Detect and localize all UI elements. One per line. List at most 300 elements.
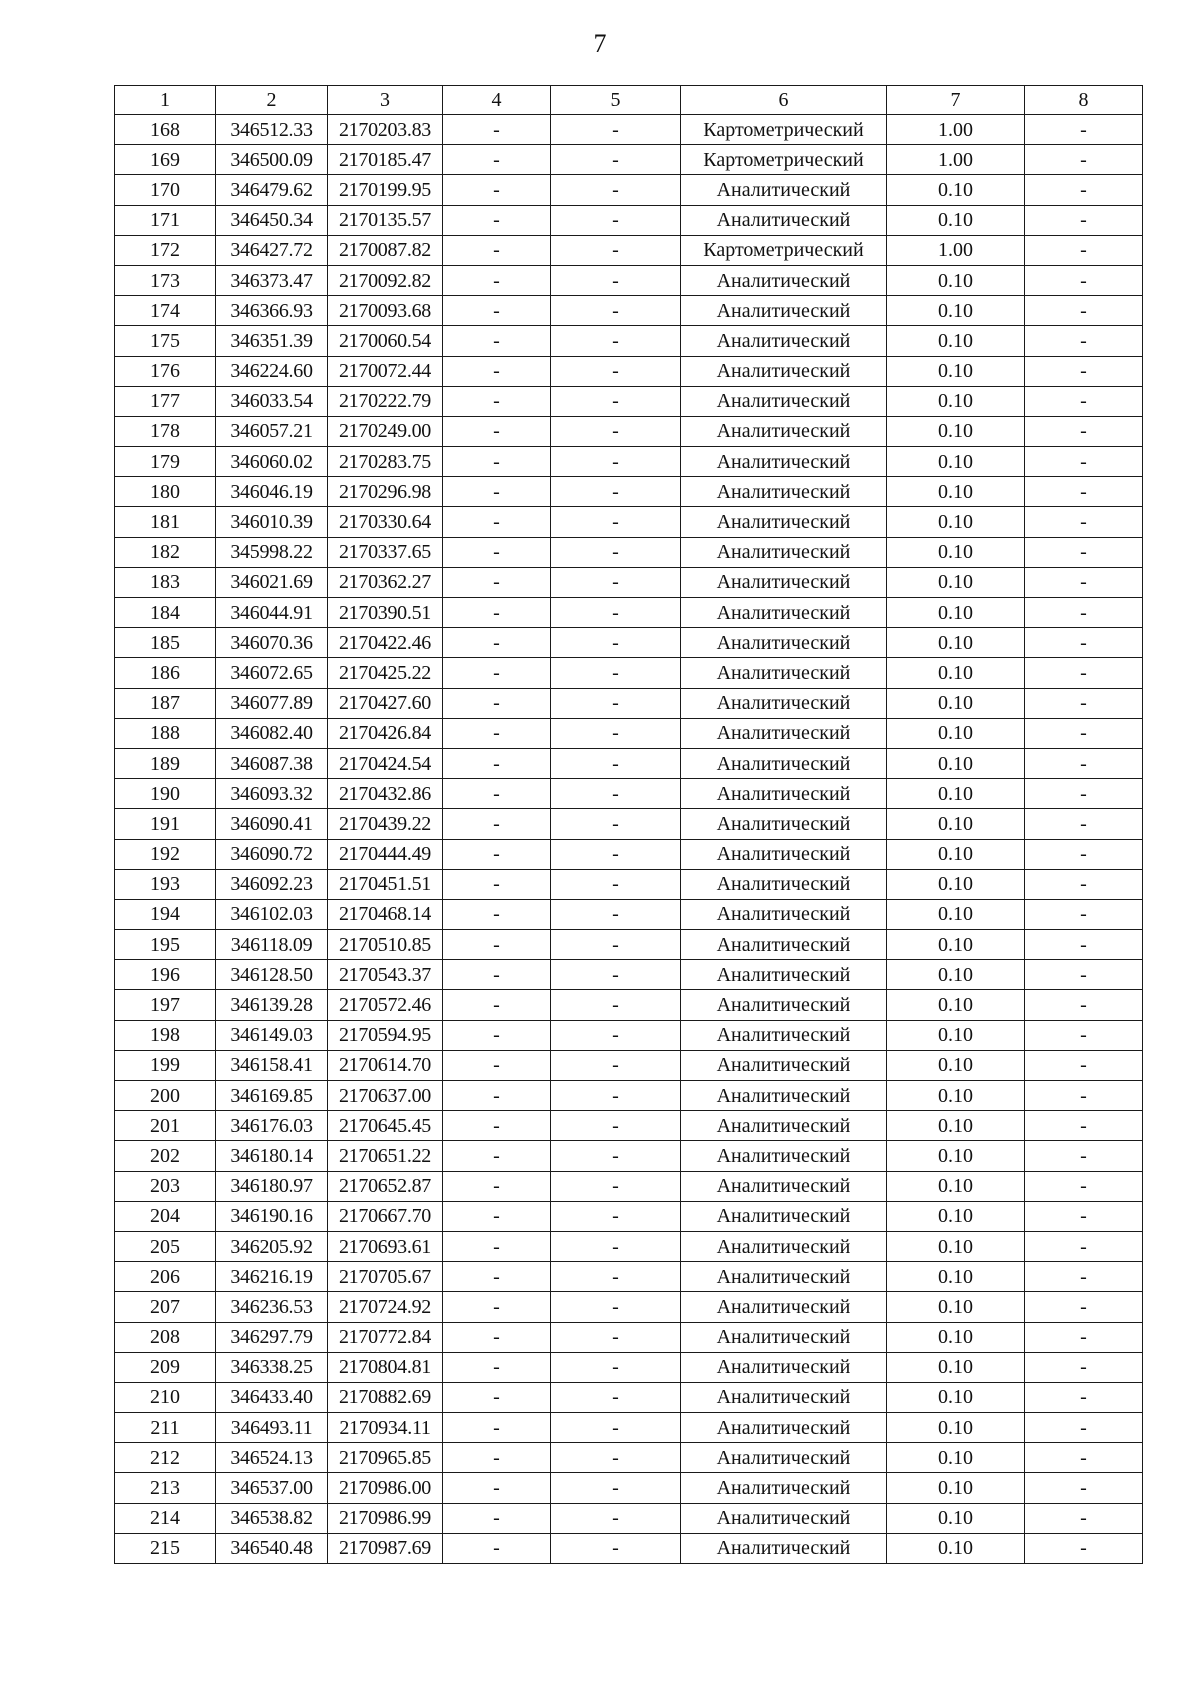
column-4-cell: - xyxy=(443,1262,551,1292)
accuracy-cell: 0.10 xyxy=(887,1292,1025,1322)
method-cell: Аналитический xyxy=(681,1443,887,1473)
column-5-cell: - xyxy=(551,1322,681,1352)
column-5-cell: - xyxy=(551,1533,681,1563)
method-cell: Аналитический xyxy=(681,477,887,507)
table-row xyxy=(115,1111,1143,1141)
method-cell: Аналитический xyxy=(681,658,887,688)
table-row xyxy=(115,779,1143,809)
column-4-cell: - xyxy=(443,447,551,477)
column-8-cell: - xyxy=(1025,1382,1143,1412)
column-5-cell: - xyxy=(551,1473,681,1503)
x-coordinate-cell: 346060.02 xyxy=(216,447,328,477)
table-row xyxy=(115,1141,1143,1171)
table-row xyxy=(115,748,1143,778)
column-8-cell: - xyxy=(1025,960,1143,990)
accuracy-cell: 0.10 xyxy=(887,658,1025,688)
point-number-cell: 175 xyxy=(115,326,216,356)
column-8-cell: - xyxy=(1025,1533,1143,1563)
y-coordinate-cell: 2170468.14 xyxy=(328,899,443,929)
table-row xyxy=(115,386,1143,416)
column-8-cell: - xyxy=(1025,1322,1143,1352)
table-row xyxy=(115,1473,1143,1503)
x-coordinate-cell: 346180.14 xyxy=(216,1141,328,1171)
column-5-cell: - xyxy=(551,990,681,1020)
column-8-cell: - xyxy=(1025,1201,1143,1231)
x-coordinate-cell: 346190.16 xyxy=(216,1201,328,1231)
point-number-cell: 198 xyxy=(115,1020,216,1050)
accuracy-cell: 0.10 xyxy=(887,1473,1025,1503)
column-5-cell: - xyxy=(551,1231,681,1261)
method-cell: Аналитический xyxy=(681,1382,887,1412)
column-4-cell: - xyxy=(443,115,551,145)
column-4-cell: - xyxy=(443,1171,551,1201)
y-coordinate-cell: 2170203.83 xyxy=(328,115,443,145)
point-number-cell: 215 xyxy=(115,1533,216,1563)
point-number-cell: 203 xyxy=(115,1171,216,1201)
column-5-cell: - xyxy=(551,567,681,597)
column-4-cell: - xyxy=(443,1020,551,1050)
point-number-cell: 207 xyxy=(115,1292,216,1322)
method-cell: Аналитический xyxy=(681,507,887,537)
column-4-cell: - xyxy=(443,748,551,778)
column-8-cell: - xyxy=(1025,839,1143,869)
accuracy-cell: 0.10 xyxy=(887,809,1025,839)
x-coordinate-cell: 346021.69 xyxy=(216,567,328,597)
column-4-cell: - xyxy=(443,416,551,446)
x-coordinate-cell: 345998.22 xyxy=(216,537,328,567)
y-coordinate-cell: 2170772.84 xyxy=(328,1322,443,1352)
y-coordinate-cell: 2170651.22 xyxy=(328,1141,443,1171)
method-cell: Аналитический xyxy=(681,1352,887,1382)
y-coordinate-cell: 2170249.00 xyxy=(328,416,443,446)
y-coordinate-cell: 2170362.27 xyxy=(328,567,443,597)
method-cell: Аналитический xyxy=(681,930,887,960)
point-number-cell: 209 xyxy=(115,1352,216,1382)
point-number-cell: 195 xyxy=(115,930,216,960)
column-8-cell: - xyxy=(1025,869,1143,899)
method-cell: Аналитический xyxy=(681,718,887,748)
point-number-cell: 191 xyxy=(115,809,216,839)
x-coordinate-cell: 346427.72 xyxy=(216,235,328,265)
x-coordinate-cell: 346169.85 xyxy=(216,1081,328,1111)
y-coordinate-cell: 2170986.99 xyxy=(328,1503,443,1533)
column-5-cell: - xyxy=(551,1352,681,1382)
y-coordinate-cell: 2170705.67 xyxy=(328,1262,443,1292)
method-cell: Аналитический xyxy=(681,1020,887,1050)
column-8-cell: - xyxy=(1025,990,1143,1020)
point-number-cell: 179 xyxy=(115,447,216,477)
x-coordinate-cell: 346540.48 xyxy=(216,1533,328,1563)
table-row xyxy=(115,1413,1143,1443)
method-cell: Аналитический xyxy=(681,628,887,658)
x-coordinate-cell: 346102.03 xyxy=(216,899,328,929)
accuracy-cell: 0.10 xyxy=(887,296,1025,326)
y-coordinate-cell: 2170614.70 xyxy=(328,1050,443,1080)
column-8-cell: - xyxy=(1025,1473,1143,1503)
column-5-cell: - xyxy=(551,1111,681,1141)
accuracy-cell: 0.10 xyxy=(887,326,1025,356)
method-cell: Аналитический xyxy=(681,1292,887,1322)
y-coordinate-cell: 2170594.95 xyxy=(328,1020,443,1050)
method-cell: Аналитический xyxy=(681,1111,887,1141)
accuracy-cell: 0.10 xyxy=(887,507,1025,537)
y-coordinate-cell: 2170072.44 xyxy=(328,356,443,386)
y-coordinate-cell: 2170425.22 xyxy=(328,658,443,688)
x-coordinate-cell: 346180.97 xyxy=(216,1171,328,1201)
coordinates-table xyxy=(114,85,1143,1564)
column-5-cell: - xyxy=(551,477,681,507)
accuracy-cell: 0.10 xyxy=(887,1201,1025,1231)
method-cell: Аналитический xyxy=(681,265,887,295)
column-5-cell: - xyxy=(551,1141,681,1171)
accuracy-cell: 0.10 xyxy=(887,1352,1025,1382)
column-8-cell: - xyxy=(1025,1352,1143,1382)
accuracy-cell: 0.10 xyxy=(887,930,1025,960)
accuracy-cell: 0.10 xyxy=(887,1503,1025,1533)
column-8-cell: - xyxy=(1025,507,1143,537)
column-header: 5 xyxy=(551,86,681,115)
accuracy-cell: 0.10 xyxy=(887,537,1025,567)
accuracy-cell: 0.10 xyxy=(887,748,1025,778)
y-coordinate-cell: 2170337.65 xyxy=(328,537,443,567)
table-row xyxy=(115,1171,1143,1201)
column-8-cell: - xyxy=(1025,296,1143,326)
column-header: 6 xyxy=(681,86,887,115)
column-header: 8 xyxy=(1025,86,1143,115)
column-8-cell: - xyxy=(1025,598,1143,628)
x-coordinate-cell: 346118.09 xyxy=(216,930,328,960)
point-number-cell: 199 xyxy=(115,1050,216,1080)
column-4-cell: - xyxy=(443,386,551,416)
accuracy-cell: 0.10 xyxy=(887,1081,1025,1111)
point-number-cell: 192 xyxy=(115,839,216,869)
method-cell: Картометрический xyxy=(681,115,887,145)
column-5-cell: - xyxy=(551,1201,681,1231)
column-4-cell: - xyxy=(443,356,551,386)
accuracy-cell: 0.10 xyxy=(887,386,1025,416)
column-8-cell: - xyxy=(1025,930,1143,960)
x-coordinate-cell: 346338.25 xyxy=(216,1352,328,1382)
accuracy-cell: 0.10 xyxy=(887,416,1025,446)
point-number-cell: 177 xyxy=(115,386,216,416)
x-coordinate-cell: 346176.03 xyxy=(216,1111,328,1141)
accuracy-cell: 0.10 xyxy=(887,718,1025,748)
column-5-cell: - xyxy=(551,1020,681,1050)
column-4-cell: - xyxy=(443,1292,551,1322)
point-number-cell: 183 xyxy=(115,567,216,597)
accuracy-cell: 0.10 xyxy=(887,1050,1025,1080)
column-4-cell: - xyxy=(443,507,551,537)
column-8-cell: - xyxy=(1025,567,1143,597)
method-cell: Аналитический xyxy=(681,447,887,477)
table-row xyxy=(115,839,1143,869)
column-5-cell: - xyxy=(551,748,681,778)
table-header-row xyxy=(115,86,1143,115)
column-8-cell: - xyxy=(1025,688,1143,718)
method-cell: Аналитический xyxy=(681,1171,887,1201)
table-row xyxy=(115,265,1143,295)
column-8-cell: - xyxy=(1025,477,1143,507)
y-coordinate-cell: 2170667.70 xyxy=(328,1201,443,1231)
table-row xyxy=(115,960,1143,990)
table-row xyxy=(115,628,1143,658)
y-coordinate-cell: 2170135.57 xyxy=(328,205,443,235)
y-coordinate-cell: 2170645.45 xyxy=(328,1111,443,1141)
x-coordinate-cell: 346216.19 xyxy=(216,1262,328,1292)
table-row xyxy=(115,115,1143,145)
method-cell: Аналитический xyxy=(681,839,887,869)
y-coordinate-cell: 2170934.11 xyxy=(328,1413,443,1443)
column-5-cell: - xyxy=(551,265,681,295)
point-number-cell: 193 xyxy=(115,869,216,899)
y-coordinate-cell: 2170432.86 xyxy=(328,779,443,809)
table-row xyxy=(115,567,1143,597)
point-number-cell: 213 xyxy=(115,1473,216,1503)
y-coordinate-cell: 2170572.46 xyxy=(328,990,443,1020)
x-coordinate-cell: 346082.40 xyxy=(216,718,328,748)
accuracy-cell: 0.10 xyxy=(887,1111,1025,1141)
table-row xyxy=(115,1231,1143,1261)
method-cell: Аналитический xyxy=(681,205,887,235)
point-number-cell: 197 xyxy=(115,990,216,1020)
column-5-cell: - xyxy=(551,1382,681,1412)
accuracy-cell: 0.10 xyxy=(887,1020,1025,1050)
column-4-cell: - xyxy=(443,296,551,326)
table-row xyxy=(115,1020,1143,1050)
table-row xyxy=(115,1292,1143,1322)
column-8-cell: - xyxy=(1025,1111,1143,1141)
column-4-cell: - xyxy=(443,205,551,235)
column-4-cell: - xyxy=(443,1352,551,1382)
column-4-cell: - xyxy=(443,1473,551,1503)
column-5-cell: - xyxy=(551,326,681,356)
accuracy-cell: 0.10 xyxy=(887,1382,1025,1412)
column-8-cell: - xyxy=(1025,779,1143,809)
point-number-cell: 205 xyxy=(115,1231,216,1261)
method-cell: Аналитический xyxy=(681,537,887,567)
x-coordinate-cell: 346046.19 xyxy=(216,477,328,507)
table-row xyxy=(115,235,1143,265)
table-row xyxy=(115,175,1143,205)
column-5-cell: - xyxy=(551,899,681,929)
table-row xyxy=(115,1533,1143,1563)
column-4-cell: - xyxy=(443,175,551,205)
x-coordinate-cell: 346139.28 xyxy=(216,990,328,1020)
y-coordinate-cell: 2170222.79 xyxy=(328,386,443,416)
method-cell: Аналитический xyxy=(681,326,887,356)
column-5-cell: - xyxy=(551,779,681,809)
table-row xyxy=(115,1382,1143,1412)
column-8-cell: - xyxy=(1025,1081,1143,1111)
point-number-cell: 202 xyxy=(115,1141,216,1171)
table-row xyxy=(115,1443,1143,1473)
accuracy-cell: 0.10 xyxy=(887,779,1025,809)
accuracy-cell: 0.10 xyxy=(887,1141,1025,1171)
method-cell: Аналитический xyxy=(681,386,887,416)
point-number-cell: 187 xyxy=(115,688,216,718)
column-4-cell: - xyxy=(443,537,551,567)
column-5-cell: - xyxy=(551,507,681,537)
table-row xyxy=(115,416,1143,446)
column-header: 1 xyxy=(115,86,216,115)
column-5-cell: - xyxy=(551,1262,681,1292)
y-coordinate-cell: 2170060.54 xyxy=(328,326,443,356)
method-cell: Аналитический xyxy=(681,416,887,446)
column-8-cell: - xyxy=(1025,235,1143,265)
x-coordinate-cell: 346070.36 xyxy=(216,628,328,658)
accuracy-cell: 0.10 xyxy=(887,960,1025,990)
accuracy-cell: 0.10 xyxy=(887,1533,1025,1563)
table-row xyxy=(115,447,1143,477)
column-4-cell: - xyxy=(443,1050,551,1080)
x-coordinate-cell: 346090.41 xyxy=(216,809,328,839)
point-number-cell: 208 xyxy=(115,1322,216,1352)
y-coordinate-cell: 2170426.84 xyxy=(328,718,443,748)
column-8-cell: - xyxy=(1025,356,1143,386)
column-8-cell: - xyxy=(1025,1020,1143,1050)
accuracy-cell: 0.10 xyxy=(887,567,1025,597)
column-4-cell: - xyxy=(443,1443,551,1473)
column-4-cell: - xyxy=(443,930,551,960)
column-5-cell: - xyxy=(551,1081,681,1111)
x-coordinate-cell: 346072.65 xyxy=(216,658,328,688)
point-number-cell: 186 xyxy=(115,658,216,688)
table-row xyxy=(115,598,1143,628)
column-5-cell: - xyxy=(551,688,681,718)
table-row xyxy=(115,507,1143,537)
column-4-cell: - xyxy=(443,658,551,688)
column-4-cell: - xyxy=(443,809,551,839)
x-coordinate-cell: 346236.53 xyxy=(216,1292,328,1322)
y-coordinate-cell: 2170087.82 xyxy=(328,235,443,265)
column-5-cell: - xyxy=(551,1050,681,1080)
x-coordinate-cell: 346090.72 xyxy=(216,839,328,869)
point-number-cell: 176 xyxy=(115,356,216,386)
column-4-cell: - xyxy=(443,1231,551,1261)
column-header: 4 xyxy=(443,86,551,115)
method-cell: Аналитический xyxy=(681,748,887,778)
x-coordinate-cell: 346366.93 xyxy=(216,296,328,326)
column-4-cell: - xyxy=(443,1081,551,1111)
table-row xyxy=(115,658,1143,688)
accuracy-cell: 0.10 xyxy=(887,1322,1025,1352)
y-coordinate-cell: 2170092.82 xyxy=(328,265,443,295)
column-4-cell: - xyxy=(443,1382,551,1412)
x-coordinate-cell: 346093.32 xyxy=(216,779,328,809)
point-number-cell: 173 xyxy=(115,265,216,295)
column-header: 2 xyxy=(216,86,328,115)
accuracy-cell: 0.10 xyxy=(887,899,1025,929)
column-8-cell: - xyxy=(1025,658,1143,688)
point-number-cell: 188 xyxy=(115,718,216,748)
column-8-cell: - xyxy=(1025,748,1143,778)
accuracy-cell: 0.10 xyxy=(887,990,1025,1020)
accuracy-cell: 0.10 xyxy=(887,265,1025,295)
column-8-cell: - xyxy=(1025,899,1143,929)
column-8-cell: - xyxy=(1025,1231,1143,1261)
point-number-cell: 214 xyxy=(115,1503,216,1533)
column-8-cell: - xyxy=(1025,326,1143,356)
point-number-cell: 210 xyxy=(115,1382,216,1412)
method-cell: Аналитический xyxy=(681,1413,887,1443)
x-coordinate-cell: 346493.11 xyxy=(216,1413,328,1443)
column-8-cell: - xyxy=(1025,416,1143,446)
point-number-cell: 168 xyxy=(115,115,216,145)
column-4-cell: - xyxy=(443,145,551,175)
accuracy-cell: 0.10 xyxy=(887,598,1025,628)
table-row xyxy=(115,1201,1143,1231)
accuracy-cell: 0.10 xyxy=(887,175,1025,205)
method-cell: Аналитический xyxy=(681,356,887,386)
point-number-cell: 211 xyxy=(115,1413,216,1443)
x-coordinate-cell: 346224.60 xyxy=(216,356,328,386)
table-row xyxy=(115,1262,1143,1292)
point-number-cell: 190 xyxy=(115,779,216,809)
point-number-cell: 194 xyxy=(115,899,216,929)
column-8-cell: - xyxy=(1025,1262,1143,1292)
accuracy-cell: 0.10 xyxy=(887,869,1025,899)
column-5-cell: - xyxy=(551,296,681,326)
y-coordinate-cell: 2170543.37 xyxy=(328,960,443,990)
point-number-cell: 212 xyxy=(115,1443,216,1473)
x-coordinate-cell: 346077.89 xyxy=(216,688,328,718)
y-coordinate-cell: 2170804.81 xyxy=(328,1352,443,1382)
column-8-cell: - xyxy=(1025,1050,1143,1080)
accuracy-cell: 0.10 xyxy=(887,477,1025,507)
y-coordinate-cell: 2170422.46 xyxy=(328,628,443,658)
method-cell: Аналитический xyxy=(681,869,887,899)
point-number-cell: 170 xyxy=(115,175,216,205)
point-number-cell: 201 xyxy=(115,1111,216,1141)
method-cell: Аналитический xyxy=(681,1473,887,1503)
x-coordinate-cell: 346450.34 xyxy=(216,205,328,235)
column-8-cell: - xyxy=(1025,718,1143,748)
y-coordinate-cell: 2170987.69 xyxy=(328,1533,443,1563)
column-4-cell: - xyxy=(443,869,551,899)
x-coordinate-cell: 346033.54 xyxy=(216,386,328,416)
y-coordinate-cell: 2170444.49 xyxy=(328,839,443,869)
column-8-cell: - xyxy=(1025,1141,1143,1171)
method-cell: Аналитический xyxy=(681,1322,887,1352)
point-number-cell: 200 xyxy=(115,1081,216,1111)
column-5-cell: - xyxy=(551,598,681,628)
column-5-cell: - xyxy=(551,145,681,175)
table-row xyxy=(115,356,1143,386)
method-cell: Аналитический xyxy=(681,779,887,809)
table-row xyxy=(115,1081,1143,1111)
method-cell: Аналитический xyxy=(681,1081,887,1111)
column-5-cell: - xyxy=(551,416,681,446)
column-8-cell: - xyxy=(1025,628,1143,658)
method-cell: Аналитический xyxy=(681,1201,887,1231)
column-4-cell: - xyxy=(443,899,551,929)
method-cell: Аналитический xyxy=(681,1050,887,1080)
table-row xyxy=(115,537,1143,567)
accuracy-cell: 1.00 xyxy=(887,115,1025,145)
column-5-cell: - xyxy=(551,1413,681,1443)
y-coordinate-cell: 2170637.00 xyxy=(328,1081,443,1111)
column-8-cell: - xyxy=(1025,1292,1143,1322)
column-5-cell: - xyxy=(551,386,681,416)
x-coordinate-cell: 346087.38 xyxy=(216,748,328,778)
x-coordinate-cell: 346537.00 xyxy=(216,1473,328,1503)
y-coordinate-cell: 2170652.87 xyxy=(328,1171,443,1201)
accuracy-cell: 0.10 xyxy=(887,1171,1025,1201)
x-coordinate-cell: 346092.23 xyxy=(216,869,328,899)
method-cell: Аналитический xyxy=(681,296,887,326)
column-8-cell: - xyxy=(1025,145,1143,175)
y-coordinate-cell: 2170439.22 xyxy=(328,809,443,839)
